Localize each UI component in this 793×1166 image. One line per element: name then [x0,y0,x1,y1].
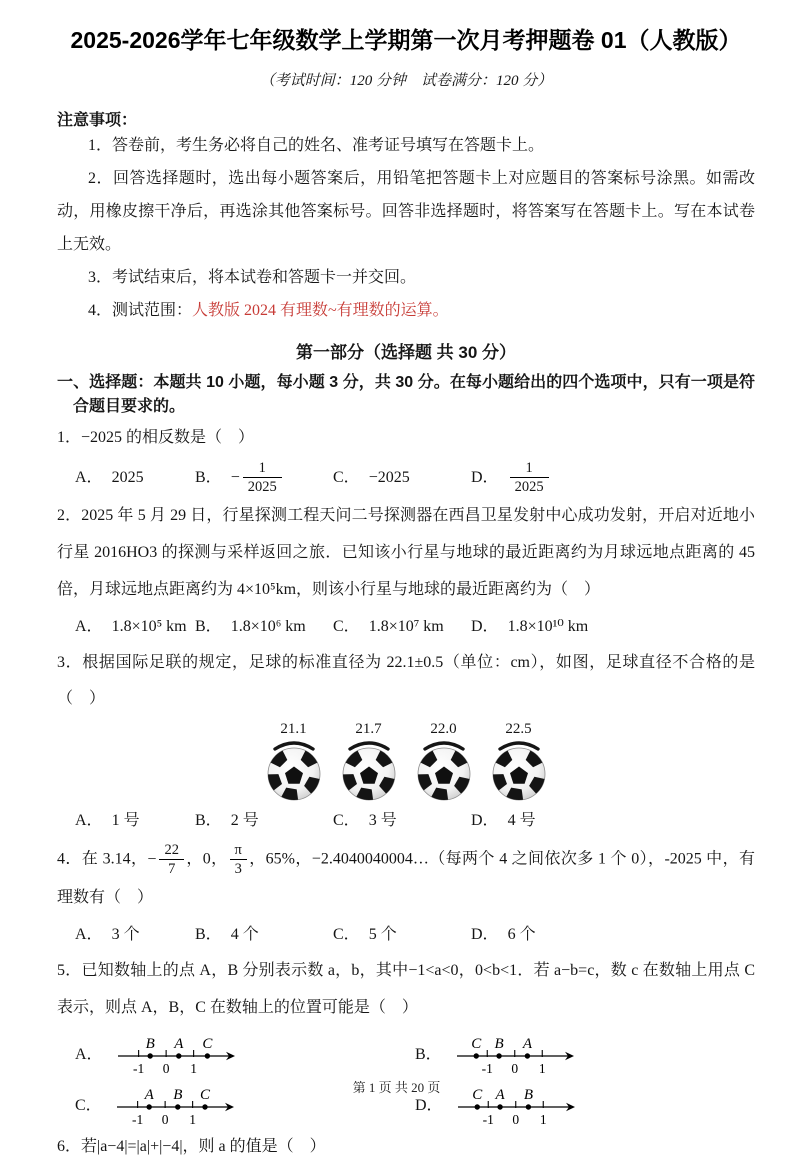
option-value: 1.8×10⁷ km [368,617,444,635]
fraction-denominator: 7 [168,861,176,878]
fraction-denominator: 2025 [247,479,277,496]
option-letter: B． [195,812,222,830]
number-line-figure [111,1029,236,1076]
soccer-ball-1 [266,721,322,801]
option-value: −2025 [368,468,410,486]
stem-text: ，0， [185,850,228,868]
option-letter: B． [195,617,222,635]
question-3-option-d [471,804,755,838]
svg-text:1: 1 [188,1111,196,1127]
exam-time-score: （考试时间：120 分钟 试卷满分：120 分） [259,72,553,89]
option-value: 1.8×10¹⁰ km [507,617,589,635]
svg-text:B: B [523,1086,533,1103]
option-value: 1.8×10⁶ km [230,617,306,635]
fraction-denominator: 3 [234,861,242,878]
number-line-figure [450,1029,575,1076]
svg-text:-1: -1 [131,1111,143,1127]
svg-text:0: 0 [161,1111,169,1127]
option-letter: A． [75,468,103,486]
soccer-ball-3 [416,721,472,801]
question-5-stem: 5．已知数轴上的点 A，B 分别表示数 a，b，其中−1<a<0，0<b<1．若 a−b=c，数 c 在数轴上用点 C 表示，则点 A，B，C 在数轴上的位置可能是（ ） [57,962,755,1017]
option-letter: D． [415,1096,443,1114]
option-letter: B． [415,1045,442,1063]
option-letter: A． [75,812,103,830]
soccer-ball-icon [491,739,547,801]
minus-sign: − [147,850,157,868]
fraction [230,841,247,878]
question-2-option-a [75,610,195,644]
svg-text:0: 0 [511,1060,518,1076]
option-value: 5 个 [368,926,397,944]
ball-diameter-label: 22.5 [505,721,532,738]
svg-text:B: B [494,1035,504,1052]
question-1-option-c [333,461,471,495]
test-scope-text: 人教版 2024 有理数~有理数的运算。 [192,301,449,319]
option-value: 1 号 [111,812,140,830]
svg-text:C: C [471,1086,482,1103]
svg-text:0: 0 [511,1111,519,1127]
option-value: 1.8×10⁵ km [111,617,187,635]
svg-text:-1: -1 [481,1060,493,1076]
option-letter: A． [75,617,103,635]
section-title: 第一部分（选择题 共 30 分） [295,342,517,362]
option-value: 2 号 [230,812,259,830]
question-5-option-a [75,1029,415,1076]
svg-text:-1: -1 [482,1111,494,1127]
notice-heading: 注意事项： [57,111,138,129]
notice-item-2: 2．回答选择题时，选出每小题答案后，用铅笔把答题卡上对应题目的答案标号涂黑。如需改动，用橡皮擦干净后，再选涂其他答案标号。回答非选择题时，将答案写在答题卡上。写在本试卷上无效。 [57,169,755,253]
fraction-numerator: 22 [159,841,184,860]
soccer-ball-4 [491,721,547,801]
notice-item-4 [57,295,755,328]
option-letter: A． [75,1045,103,1063]
option-value: 3 号 [368,812,397,830]
minus-sign: − [230,468,240,486]
svg-text:1: 1 [539,1111,547,1127]
question-1-stem: 1．−2025 的相反数是（ ） [57,429,255,447]
notice-item-1: 1．答卷前，考生务必将自己的姓名、准考证号填写在答题卡上。 [88,136,545,154]
notice-item-4-prefix: 4．测试范围： [88,301,193,319]
option-letter: B． [195,926,222,944]
svg-text:0: 0 [162,1060,170,1076]
question-4-option-c [333,918,471,952]
question-5-option-b [415,1029,755,1076]
option-letter: A． [75,926,103,944]
fraction-numerator: π [230,841,247,860]
fraction [159,841,184,878]
option-letter: C． [75,1096,102,1114]
option-value: 2025 [111,468,144,486]
soccer-ball-icon [341,739,397,801]
page-title: 2025-2026学年七年级数学上学期第一次月考押题卷 01（人教版） [70,27,742,53]
ball-diameter-label: 21.7 [355,721,382,738]
svg-text:-1: -1 [132,1060,144,1076]
option-letter: D． [471,926,499,944]
question-2-option-c [333,610,471,644]
svg-text:B: B [172,1086,183,1103]
option-value: 4 个 [230,926,259,944]
option-letter: D． [471,617,499,635]
svg-text:1: 1 [189,1060,197,1076]
svg-text:C: C [199,1086,210,1103]
option-letter: D． [471,812,499,830]
option-letter: D． [471,468,499,486]
option-value: 6 个 [507,926,536,944]
question-2-options [75,609,755,645]
option-letter: B． [195,468,222,486]
svg-text:A: A [495,1086,505,1103]
question-3-option-a [75,804,195,838]
ball-diameter-label: 22.0 [430,721,457,738]
question-3-option-c [333,804,471,838]
question-2-stem: 2．2025 年 5 月 29 日，行星探测工程天问二号探测器在西昌卫星发射中心成功发射，开启对近地小行星 2016HO3 的探测与采样返回之旅．已知该小行星与地球的最近距离约为月球远地点距离的 45 倍，月球远地点距离约为 4×10⁵km，则该小行星与地球的最近距离约为（ ） [57,507,755,598]
option-letter: C． [333,468,360,486]
svg-text:A: A [173,1035,183,1052]
question-6-stem: 6．若|a−4|=|a|+|−4|，则 a 的值是（ ） [57,1137,326,1155]
question-2-option-b [195,610,333,644]
question-3-option-b [195,804,333,838]
question-3-stem: 3．根据国际足联的规定，足球的标准直径为 22.1±0.5（单位：cm），如图，足球直径不合格的是（ ） [57,653,755,708]
option-letter: C． [333,812,360,830]
question-1-options [75,457,755,498]
question-1-option-b [195,457,333,498]
option-value: 4 号 [507,812,536,830]
question-4-options [75,917,755,953]
question-3-options [75,803,755,839]
soccer-ball-icon [266,739,322,801]
fraction-numerator: 1 [510,459,549,478]
stem-text: ，65%，−2.4040040004…（每两个 4 之间依次多 1 个 0），-2025 中，有理数有（ ） [57,850,755,907]
question-3-figure [57,721,755,801]
svg-text:C: C [470,1035,481,1052]
soccer-ball-icon [416,739,472,801]
option-letter: C． [333,617,360,635]
soccer-ball-2 [341,721,397,801]
svg-text:A: A [144,1086,154,1103]
question-4-option-a [75,918,195,952]
question-4-stem [57,839,755,917]
question-4-option-b [195,918,333,952]
fraction-numerator: 1 [243,459,282,478]
question-2-option-d [471,610,755,644]
question-4-option-d [471,918,755,952]
question-1-option-d [471,457,755,498]
svg-text:1: 1 [538,1060,546,1076]
option-letter: C． [333,926,360,944]
svg-text:C: C [201,1035,212,1052]
fraction-denominator: 2025 [514,479,544,496]
stem-text: 4．在 3.14， [57,850,148,868]
ball-diameter-label: 21.1 [280,721,307,738]
part-one-intro: 一、选择题：本题共 10 小题，每小题 3 分，共 30 分。在每小题给出的四个选项中，只有一项是符合题目要求的。 [57,373,755,416]
question-1-option-a [75,461,195,495]
notice-item-3: 3．考试结束后，将本试卷和答题卡一并交回。 [88,268,417,286]
fraction [243,459,282,496]
page-number: 第 1 页 共 20 页 [352,1080,441,1095]
option-value: 3 个 [111,926,140,944]
fraction [510,459,549,496]
svg-text:B: B [145,1035,155,1052]
svg-text:A: A [522,1035,532,1052]
